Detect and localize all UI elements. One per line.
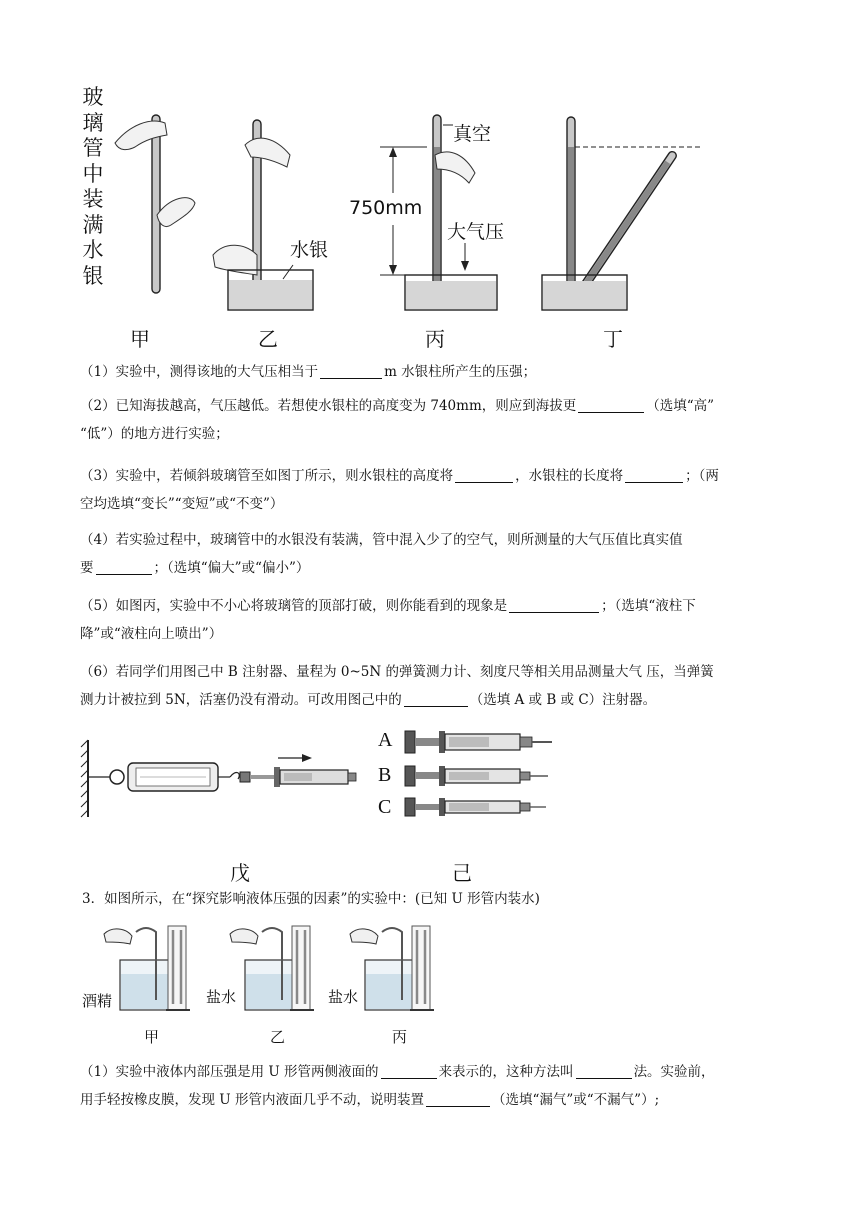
syringe-label-b: B (378, 764, 392, 786)
u-tube-yi-icon (230, 926, 314, 1010)
liquid-label-bing: 盐水 (328, 988, 359, 1006)
u-tube-bing-icon (350, 926, 434, 1010)
answer-blank[interactable] (320, 364, 382, 379)
u-tube-jia-icon (104, 926, 190, 1010)
answer-blank[interactable] (578, 398, 644, 413)
answer-blank[interactable] (625, 468, 683, 483)
vertical-label: 玻 璃 管 中 装 满 水 银 (82, 85, 104, 288)
pressure-label: 大气压 (447, 221, 505, 243)
syringe-c-icon (405, 798, 546, 816)
syringe-b-icon (405, 766, 548, 786)
caption-yi: 乙 (258, 327, 278, 351)
syringe-label-a: A (378, 729, 393, 751)
question-1: （1）实验中，测得该地的大气压相当于 m 水银柱所产生的压强； (80, 364, 537, 380)
syringe-a-icon (405, 731, 552, 753)
torricelli-figure (75, 85, 715, 355)
caption-s3-yi: 乙 (270, 1028, 286, 1046)
syringe-drawing (80, 725, 580, 825)
caption-s3-jia: 甲 (144, 1028, 160, 1046)
question-3: （3）实验中，若倾斜玻璃管至如图丁所示，则水银柱的高度将 ，水银柱的长度将 ；（两 空均选填“变长”“变短”或“不变”） (80, 468, 719, 512)
answer-blank[interactable] (96, 560, 152, 575)
question-6: （6）若同学们用图己中 B 注射器、量程为 0~5N 的弹簧测力计、刻度尺等相关用品测量大气 压，当弹簧 测力计被拉到 5N，活塞仍没有滑动。可改用图己中的 （选填 A 或 B 或 C）注射器。 (80, 664, 714, 708)
question-5: （5）如图丙，实验中不小心将玻璃管的顶部打破，则你能看到的现象是 ；（选填“液柱下 降”或“液柱向上喷出”） (80, 598, 696, 642)
liquid-label-yi: 盐水 (206, 988, 237, 1006)
u-tube-drawing (80, 918, 460, 1018)
answer-blank[interactable] (381, 1064, 437, 1079)
section-3-title: 3．如图所示，在“探究影响液体压强的因素”的实验中：(已知 U 形管内装水) (82, 891, 540, 907)
caption-ji: 己 (452, 861, 472, 885)
question-4: （4）若实验过程中，玻璃管中的水银没有装满，管中混入少了的空气，则所测量的大气压值比真实值 要 ；（选填“偏大”或“偏小”） (80, 532, 683, 576)
syringe-on-scale-icon (240, 754, 356, 787)
answer-blank[interactable] (426, 1092, 490, 1107)
spring-scale-icon (88, 763, 239, 791)
question-2: （2）已知海拔越高，气压越低。若想使水银柱的高度变为 740mm，则应到海拔更 （选填“高” “低”）的地方进行实验； (80, 398, 715, 442)
caption-bing: 丙 (425, 327, 445, 351)
answer-blank[interactable] (509, 598, 599, 613)
tube-ding (542, 117, 700, 310)
caption-ding: 丁 (603, 327, 623, 351)
mercury-label: 水银 (290, 239, 329, 261)
height-label: 750mm (349, 197, 423, 219)
tube-jia (115, 115, 195, 293)
caption-jia: 甲 (130, 327, 150, 351)
caption-wu: 戊 (230, 861, 250, 885)
answer-blank[interactable] (404, 692, 468, 707)
tube-yi (213, 120, 313, 310)
syringe-figure (80, 725, 580, 885)
caption-s3-bing: 丙 (392, 1028, 408, 1046)
answer-blank[interactable] (576, 1064, 632, 1079)
liquid-label-jia: 酒精 (82, 992, 113, 1010)
torricelli-drawing (75, 85, 715, 355)
vacuum-label: 真空 (453, 123, 492, 145)
wall-icon (81, 740, 88, 817)
section-3-question-1: （1）实验中液体内部压强是用 U 形管两侧液面的 来表示的，这种方法叫 法。实验前， 用手轻按橡皮膜，发现 U 形管内液面几乎不动，说明装置 （选填“漏气”或“不漏气”）; (80, 1064, 715, 1108)
answer-blank[interactable] (455, 468, 513, 483)
syringe-label-c: C (378, 796, 392, 818)
u-tube-figure (80, 918, 460, 1048)
